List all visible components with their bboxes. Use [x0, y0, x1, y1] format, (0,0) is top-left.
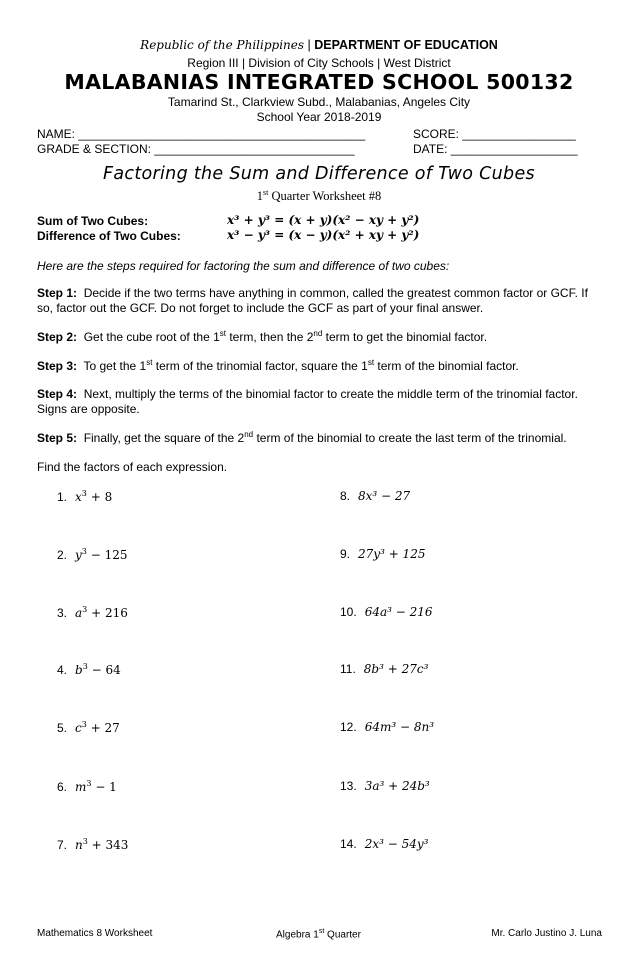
school-year: School Year 2018-2019 — [256, 110, 382, 124]
step-1: Step 1: Decide if the two terms have anything in common, called the greatest common factor or GCF. If so, factor out the GCF. Do not forget to include the GCF as part of your final answer. — [37, 286, 588, 315]
problem-3: 3. $a^3 + 216$ — [57, 605, 128, 620]
step-2: Step 2: Get the cube root of the 1st term, then the 2nd term to get the binomial factor. — [37, 329, 488, 344]
problem-12: 12. 64m³ − 8n³ — [340, 720, 435, 734]
problem-13: 13. 3a³ + 24b³ — [340, 779, 430, 793]
difference-label: Difference of Two Cubes: — [37, 229, 181, 243]
problem-8: 8. 8x³ − 27 — [340, 489, 411, 503]
school-name: MALABANIAS INTEGRATED SCHOOL 500132 — [64, 70, 574, 94]
problem-14: 14. 2x³ − 54y³ — [340, 837, 429, 851]
problem-6: 6. $m^3 - 1$ — [57, 779, 117, 794]
problem-9: 9. 27y³ + 125 — [340, 547, 426, 561]
step-5: Step 5: Finally, get the square of the 2nd term of the binomial to create the last term of the trinomial. — [37, 430, 567, 445]
problem-7: 7. $n^3 + 343$ — [57, 837, 129, 852]
grade-section-field[interactable]: GRADE & SECTION: ______________________________ — [37, 142, 355, 156]
sum-label: Sum of Two Cubes: — [37, 214, 149, 228]
problem-4: 4. $b^3 - 64$ — [57, 662, 121, 677]
step-4: Step 4: Next, multiply the terms of the binomial factor to create the middle term of the trinomial factor. Signs are opposite. — [37, 387, 578, 416]
date-field[interactable]: DATE: ___________________ — [413, 142, 578, 156]
footer-right: Mr. Carlo Justino J. Luna — [491, 928, 602, 939]
problem-2: 2. $y^3 - 125$ — [57, 547, 128, 562]
worksheet-subtitle: 1st Quarter Worksheet #8 — [256, 188, 382, 204]
footer-middle: Algebra 1st Quarter — [276, 928, 361, 941]
region-line: Region III | Division of City Schools | West District — [187, 56, 451, 70]
difference-formula: x³ − y³ = (x − y)(x² + xy + y²) — [227, 228, 420, 242]
school-address: Tamarind St., Clarkview Subd., Malabanias, Angeles City — [167, 95, 471, 109]
footer-left: Mathematics 8 Worksheet — [37, 928, 153, 939]
intro-text: Here are the steps required for factoring the sum and difference of two cubes: — [37, 259, 450, 273]
header-republic-line: Republic of the Philippines | DEPARTMENT OF EDUCATION — [140, 38, 498, 52]
sum-formula: x³ + y³ = (x + y)(x² − xy + y²) — [227, 213, 420, 227]
department-text: DEPARTMENT OF EDUCATION — [314, 38, 498, 52]
name-field[interactable]: NAME: ___________________________________________ — [37, 127, 366, 141]
problem-11: 11. 8b³ + 27c³ — [340, 662, 429, 676]
problem-10: 10. 64a³ − 216 — [340, 605, 433, 619]
problem-5: 5. $c^3 + 27$ — [57, 720, 120, 735]
worksheet-title: Factoring the Sum and Difference of Two Cubes — [103, 164, 535, 184]
instruction-text: Find the factors of each expression. — [37, 460, 228, 474]
problem-1: 1. $x^3 + 8$ — [57, 489, 113, 504]
republic-text: Republic of the Philippines — [140, 38, 305, 52]
step-3: Step 3: To get the 1st term of the trinomial factor, square the 1st term of the binomial factor. — [37, 358, 519, 373]
score-field[interactable]: SCORE: _________________ — [413, 127, 576, 141]
